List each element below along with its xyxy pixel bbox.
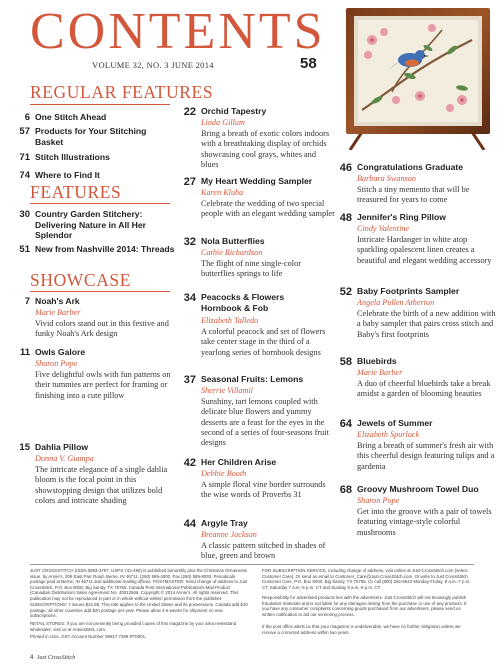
page-number: 34 [183,292,196,304]
entry-description: A simple floral vine border surrounds the wise words of Proverbs 31 [201,480,326,500]
page-number: 68 [339,484,352,496]
toc-entry[interactable] [14,296,174,346]
page-number: 71 [19,152,30,163]
page-number: 46 [339,162,352,174]
footer-divider [30,564,474,565]
entry-title: One Stitch Ahead [35,112,107,122]
entry-description: Celebrate the birth of a new addition with a baby sampler that pairs cross stitch and Baby's first footprints [357,309,496,339]
entry-description: A colorful peacock and set of flowers take center stage in the third of a yearlong series of hornbook designs [201,327,326,357]
entry-title: Orchid Tapestry [201,106,267,116]
toc-entry[interactable] [334,484,500,554]
entry-title: Her Children Arise [201,457,277,467]
page-number: 6 [24,112,30,123]
page-number: 58 [339,356,352,368]
toc-entry[interactable] [178,292,338,362]
entry-title: Where to Find It [35,170,100,180]
entry-description: Get into the groove with a pair of towels featuring vintage-style colorful mushrooms [357,507,492,537]
entry-byline: Breanne Jackson [201,530,257,539]
page-number: 37 [183,374,196,386]
toc-entry[interactable] [14,442,174,542]
toc-entry[interactable] [178,236,338,286]
entry-byline: Debbie Booth [201,469,247,478]
entry-description: Intricate Hardanger in white atop sparkling opalescent linen creates a beautiful and elegant wedding accessory [357,235,492,265]
page-number: 22 [183,106,196,118]
entry-description: Sunshiny, tart lemons coupled with delicate blue flowers and yummy desserts are a feast for the eyes in the second of a series of four-seasons fruit designs [201,397,329,448]
entry-title: Nola Butterflies [201,236,265,246]
entry-byline: Elizabeth Spurlock [357,430,420,439]
section-divider [30,203,170,204]
section-divider [30,291,170,292]
entry-title: Jennifer's Ring Pillow [357,212,446,222]
toc-entry[interactable] [334,162,500,212]
entry-title: New from Nashville 2014: Threads [35,244,175,254]
entry-title: Stitch Illustrations [35,152,110,162]
entry-title: Peacocks & Flowers Hornbook & Fob [201,292,285,313]
entry-description: Five delightful owls with fun patterns on their tummies are perfect for framing or finishing into a cute pillow [35,370,171,400]
section-divider [30,104,170,105]
page-title: CONTENTS [30,3,326,60]
folio-magazine-name: Just CrossStitch [36,655,76,661]
toc-entry[interactable] [178,106,338,169]
entry-byline: Cindy Valentine [357,224,410,233]
toc-entry[interactable] [178,457,338,507]
cover-image [332,0,500,150]
entry-title: Bluebirds [357,356,397,366]
page-number: 11 [19,347,30,358]
cover-page-number: 58 [300,55,317,72]
entry-byline: Donna V. Giampa [35,454,94,463]
page-number: 30 [19,209,30,220]
page-number: 51 [19,244,30,255]
entry-description: A classic pattern stitched in shades of blue, green and brown [201,541,326,561]
page-folio [30,655,75,661]
entry-title: Groovy Mushroom Towel Duo [357,484,479,494]
entry-byline: Elizabeth Talledo [201,316,259,325]
entry-title: Seasonal Fruits: Lemons [201,374,304,384]
page-number: 15 [19,442,30,453]
page-number: 57 [19,126,30,137]
printed-info: Printed in USA. GST Account Number 89617 7298 RT0001. [30,634,147,639]
toc-entry[interactable] [334,286,500,356]
entry-title: Congratulations Graduate [357,162,463,172]
folio-page-number: 4 [30,655,34,661]
section-heading-regular: REGULAR FEATURES [30,82,214,102]
toc-entry[interactable] [178,518,338,562]
section-heading-features: FEATURES [30,182,122,202]
entry-description: A duo of cheerful bluebirds take a break amidst a garden of blooming beauties [357,379,491,399]
subscriptions-info: SUBSCRIPTIONS: 7 issues $22.98. This rate applies to the United States and its possessions. Canada add $10 postage; all other countries add $20 postage per year. Please allow 4-6 weeks for shipment on new subscriptions. [30,602,248,619]
entry-byline: Angela Pullen Atherton [357,298,435,307]
entry-byline: Linda Gillum [201,118,245,127]
entry-title: Products for Your Stitching Basket [35,126,147,147]
page-number: 7 [24,296,30,307]
entry-title: Jewels of Summer [357,418,433,428]
entry-description: Bring a breath of exotic colors indoors with a breathtaking display of orchids showcasing cool grays, whites and blues [201,129,330,169]
toc-entry[interactable] [334,356,500,416]
entry-byline: Cathie Richardson [201,248,263,257]
toc-entry[interactable] [334,418,500,478]
toc-entry[interactable] [14,347,174,427]
page-number: 48 [339,212,352,224]
entry-description: Vivid colors stand out in this festive and funky Noah's Ark design [35,319,169,339]
toc-entry[interactable] [334,212,500,282]
page-number: 44 [183,518,196,530]
entry-byline: Sherrie Villamil [201,386,253,395]
entry-title: Dahlia Pillow [35,442,89,452]
entry-title: Owls Galore [35,347,86,357]
entry-description: Celebrate the wedding of two special people with an elegant wedding sampler [201,199,335,219]
page-number: 27 [183,176,196,188]
entry-byline: Sharon Pope [35,359,78,368]
page-number: 74 [19,170,30,181]
entry-description: The intricate elegance of a single dahlia bloom is the focal point in this showstopping design that utilizes bold colors and intricate shading [35,465,168,505]
page-number: 32 [183,236,196,248]
advertiser-responsibility-info: Responsibility for advertised products lies with the advertisers. Just CrossStitch will not knowingly publish fraudulent materials and is not liable for any damages arising from the purchase or use of any products. If you have any consumer complaints concerning goods purchased from our advertisers, please send us written notification to aid our screening process. [262,595,467,617]
entry-byline: Sharon Pope [357,496,400,505]
entry-title: Country Garden Stitchery: Delivering Nature in All Her Splendor [35,209,146,241]
entry-description: The flight of nine single-color butterflies springs to life [201,259,301,279]
page-number: 64 [339,418,352,430]
page-number: 52 [339,286,352,298]
entry-byline: Marie Barber [357,368,403,377]
entry-title: My Heart Wedding Sampler [201,176,313,186]
entry-description: Bring a breath of summer's fresh air with this cheerful design featuring tulips and a gardenia [357,441,495,471]
entry-title: Argyle Tray [201,518,248,528]
subscription-service-info: FOR SUBSCRIPTION SERVICE, including change of address, visit online at Just-CrossStitch.com (select Customer Care). Or send an email to Customer_Care@Just-CrossStitch.com. Or write to Just CrossStitch Customer Care, P.O. Box 8000, Big Sandy, TX 75755. Or call (800) 282-6643 Monday-Friday, 8 a.m.-7 p.m. CT, Saturday 7 a.m.-5 p.m. CT and Sunday 9 a.m.-5 p.m. CT. [262,568,471,590]
issue-info: VOLUME 32, NO. 3 JUNE 2014 [92,60,214,70]
post-office-info: If the post office alerts us that your magazine is undeliverable, we have no further obligation unless we receive a corrected address within two years. [262,624,461,635]
entry-byline: Karen Kluba [201,188,244,197]
entry-byline: Marie Barber [35,308,81,317]
section-heading-showcase: SHOWCASE [30,270,132,290]
entry-title: Noah's Ark [35,296,80,306]
toc-entry[interactable] [178,176,338,236]
entry-description: Stitch a tiny memento that will be treasured for years to come [357,185,470,205]
toc-entry[interactable] [178,374,338,448]
retail-info: RETAIL STORES: If you are not presently being provided copies of this magazine by your area newsstand wholesaler, visit us at AnniesWSL.com. [30,621,237,632]
entry-title: Baby Footprints Sampler [357,286,460,296]
publication-info: JUST CROSSSTITCH (ISSN 0883-4797, USPS 742-490) is published bimonthly plus the Christmas Ornaments issue, by Annie's, 306 East Parr Road, Berne, IN 46711. (260) 589-4000. Fax (260) 589-8093. Periodicals postage paid at Berne, IN 46711 and additional mailing offices. POSTMASTER: Send change of address to Just CrossStitch, P.O. Box 8000, Big Sandy, TX 75755. Canada Post International Publications Mail Product (Canadian Distribution) Sales Agreement No. 40012566. Copyright © 2014 Annie's. All rights reserved. This publication may not be reproduced in part or in whole without written permission from the publisher. [30,568,248,601]
page-number: 42 [183,457,196,469]
entry-byline: Barbara Swanson [357,174,416,183]
